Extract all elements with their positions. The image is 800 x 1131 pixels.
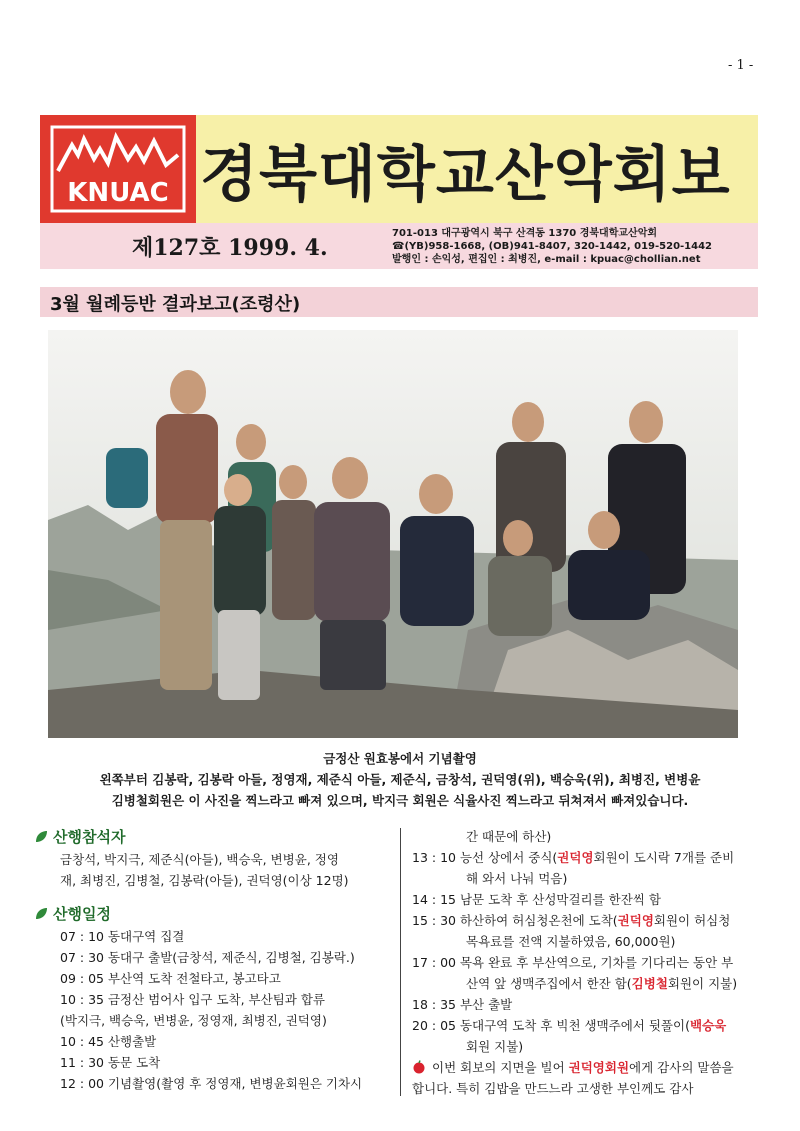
schedule-heading-text: 산행일정 (53, 905, 111, 923)
newsletter-title: 경북대학교산악회보 (200, 140, 731, 210)
schedule-item: 12 : 00 기념촬영(촬영 후 정영재, 변병윤회원은 기차시 (60, 1076, 363, 1091)
attendees-heading (34, 826, 394, 847)
attendees-line-1: 금창석, 박지극, 제준식(아들), 백승욱, 변병윤, 정영 (60, 852, 339, 867)
schedule-item: 회원 지불) (466, 1039, 524, 1054)
attendees-heading-text: 산행참석자 (53, 828, 126, 846)
schedule-item: 산역 앞 생맥주집에서 한잔 함(김병철회원이 지불) (466, 976, 738, 991)
highlight-name: 권덕영 (617, 913, 654, 928)
schedule-item: 목욕료를 전액 지불하였음, 60,000원) (466, 934, 676, 949)
masthead (40, 115, 758, 287)
apple-icon (412, 1060, 426, 1074)
schedule-item: 13 : 10 능선 상에서 중식(권덕영회원이 도시락 7개를 준비 (412, 850, 735, 865)
contact-info (392, 227, 712, 266)
contact-publisher: 발행인 : 손익성, 편집인 : 최병진, e-mail : kpuac@chollian.net (392, 254, 701, 265)
schedule-item: 해 와서 나눠 먹음) (466, 871, 568, 886)
caption-line-1: 금정산 원효봉에서 기념촬영 (323, 751, 477, 766)
section-header (40, 287, 758, 317)
caption-line-3: 김병철회원은 이 사진을 찍느라고 빠져 있으며, 박지극 회원은 식율사진 찍느라고 뒤쳐져서 빠져있습니다. (111, 793, 689, 808)
schedule-item: 15 : 30 하산하여 허심청온천에 도착(권덕영회원이 허심청 (412, 913, 731, 928)
schedule-item: 20 : 05 동대구역 도착 후 빅천 생맥주에서 뒷풀이(백승욱 (412, 1018, 727, 1033)
attendees-line-2: 재, 최병진, 김병철, 김봉락(아들), 권덕영(이상 12명) (60, 873, 349, 888)
schedule-list (60, 926, 394, 1094)
highlight-name: 권덕영회원 (568, 1060, 630, 1075)
schedule-item: 09 : 05 부산역 도착 전철타고, 봉고타고 (60, 971, 281, 986)
schedule-item: 11 : 30 동문 도착 (60, 1055, 161, 1070)
section-title: 3월 월례등반 결과보고(조령산) (50, 294, 301, 315)
leaf-icon (34, 830, 48, 844)
right-column (412, 826, 762, 1099)
schedule-heading (34, 903, 394, 924)
page-number: - 1 - (728, 58, 754, 73)
schedule-item: 17 : 00 목욕 완료 후 부산역으로, 기차를 기다리는 동안 부 (412, 955, 734, 970)
group-photo (48, 330, 738, 738)
issue-info-bar (40, 223, 758, 269)
title-banner (196, 115, 758, 223)
attendees-list (60, 849, 394, 891)
highlight-name: 김병철 (631, 976, 668, 991)
logo-text: KNUAC (67, 178, 169, 208)
photo-caption (40, 748, 760, 811)
column-divider (400, 828, 401, 1096)
schedule-item: 10 : 45 산행출발 (60, 1034, 157, 1049)
schedule-item: 07 : 30 동대구 출발(금창석, 제준식, 김병철, 김봉락.) (60, 950, 355, 965)
schedule-item: 14 : 15 남문 도착 후 산성막걸리를 한잔씩 함 (412, 892, 661, 907)
highlight-name: 백승욱 (689, 1018, 727, 1033)
schedule-item: 18 : 35 부산 출발 (412, 997, 513, 1012)
club-logo (40, 115, 196, 223)
left-column (34, 826, 394, 1094)
thanks-note-line-2: 합니다. 특히 김밥을 만드느라 고생한 부인께도 감사 (412, 1081, 694, 1096)
caption-line-2: 왼쪽부터 김봉락, 김봉락 아들, 정영재, 제준식 아들, 제준식, 금창석, 권덕영(위), 백승욱(위), 최병진, 변병윤 (99, 772, 701, 787)
schedule-item: 간 때문에 하산) (466, 829, 552, 844)
mountain-logo-icon (50, 125, 186, 213)
thanks-note: 이번 회보의 지면을 빌어 권덕영회원에게 감사의 말씀을 (412, 1057, 762, 1078)
leaf-icon (34, 907, 48, 921)
contact-address: 701-013 대구광역시 북구 산격동 1370 경북대학교산악회 (392, 228, 658, 239)
schedule-item: 10 : 35 금정산 범어사 입구 도착, 부산팀과 합류 (60, 992, 325, 1007)
highlight-name: 권덕영 (557, 850, 594, 865)
contact-phones: ☎(YB)958-1668, (OB)941-8407, 320-1442, 019-520-1442 (392, 241, 713, 252)
issue-number: 제127호 1999. 4. (132, 235, 328, 261)
schedule-item: (박지극, 백승욱, 변병윤, 정영재, 최병진, 권덕영) (60, 1013, 327, 1028)
schedule-item: 07 : 10 동대구역 집결 (60, 929, 185, 944)
